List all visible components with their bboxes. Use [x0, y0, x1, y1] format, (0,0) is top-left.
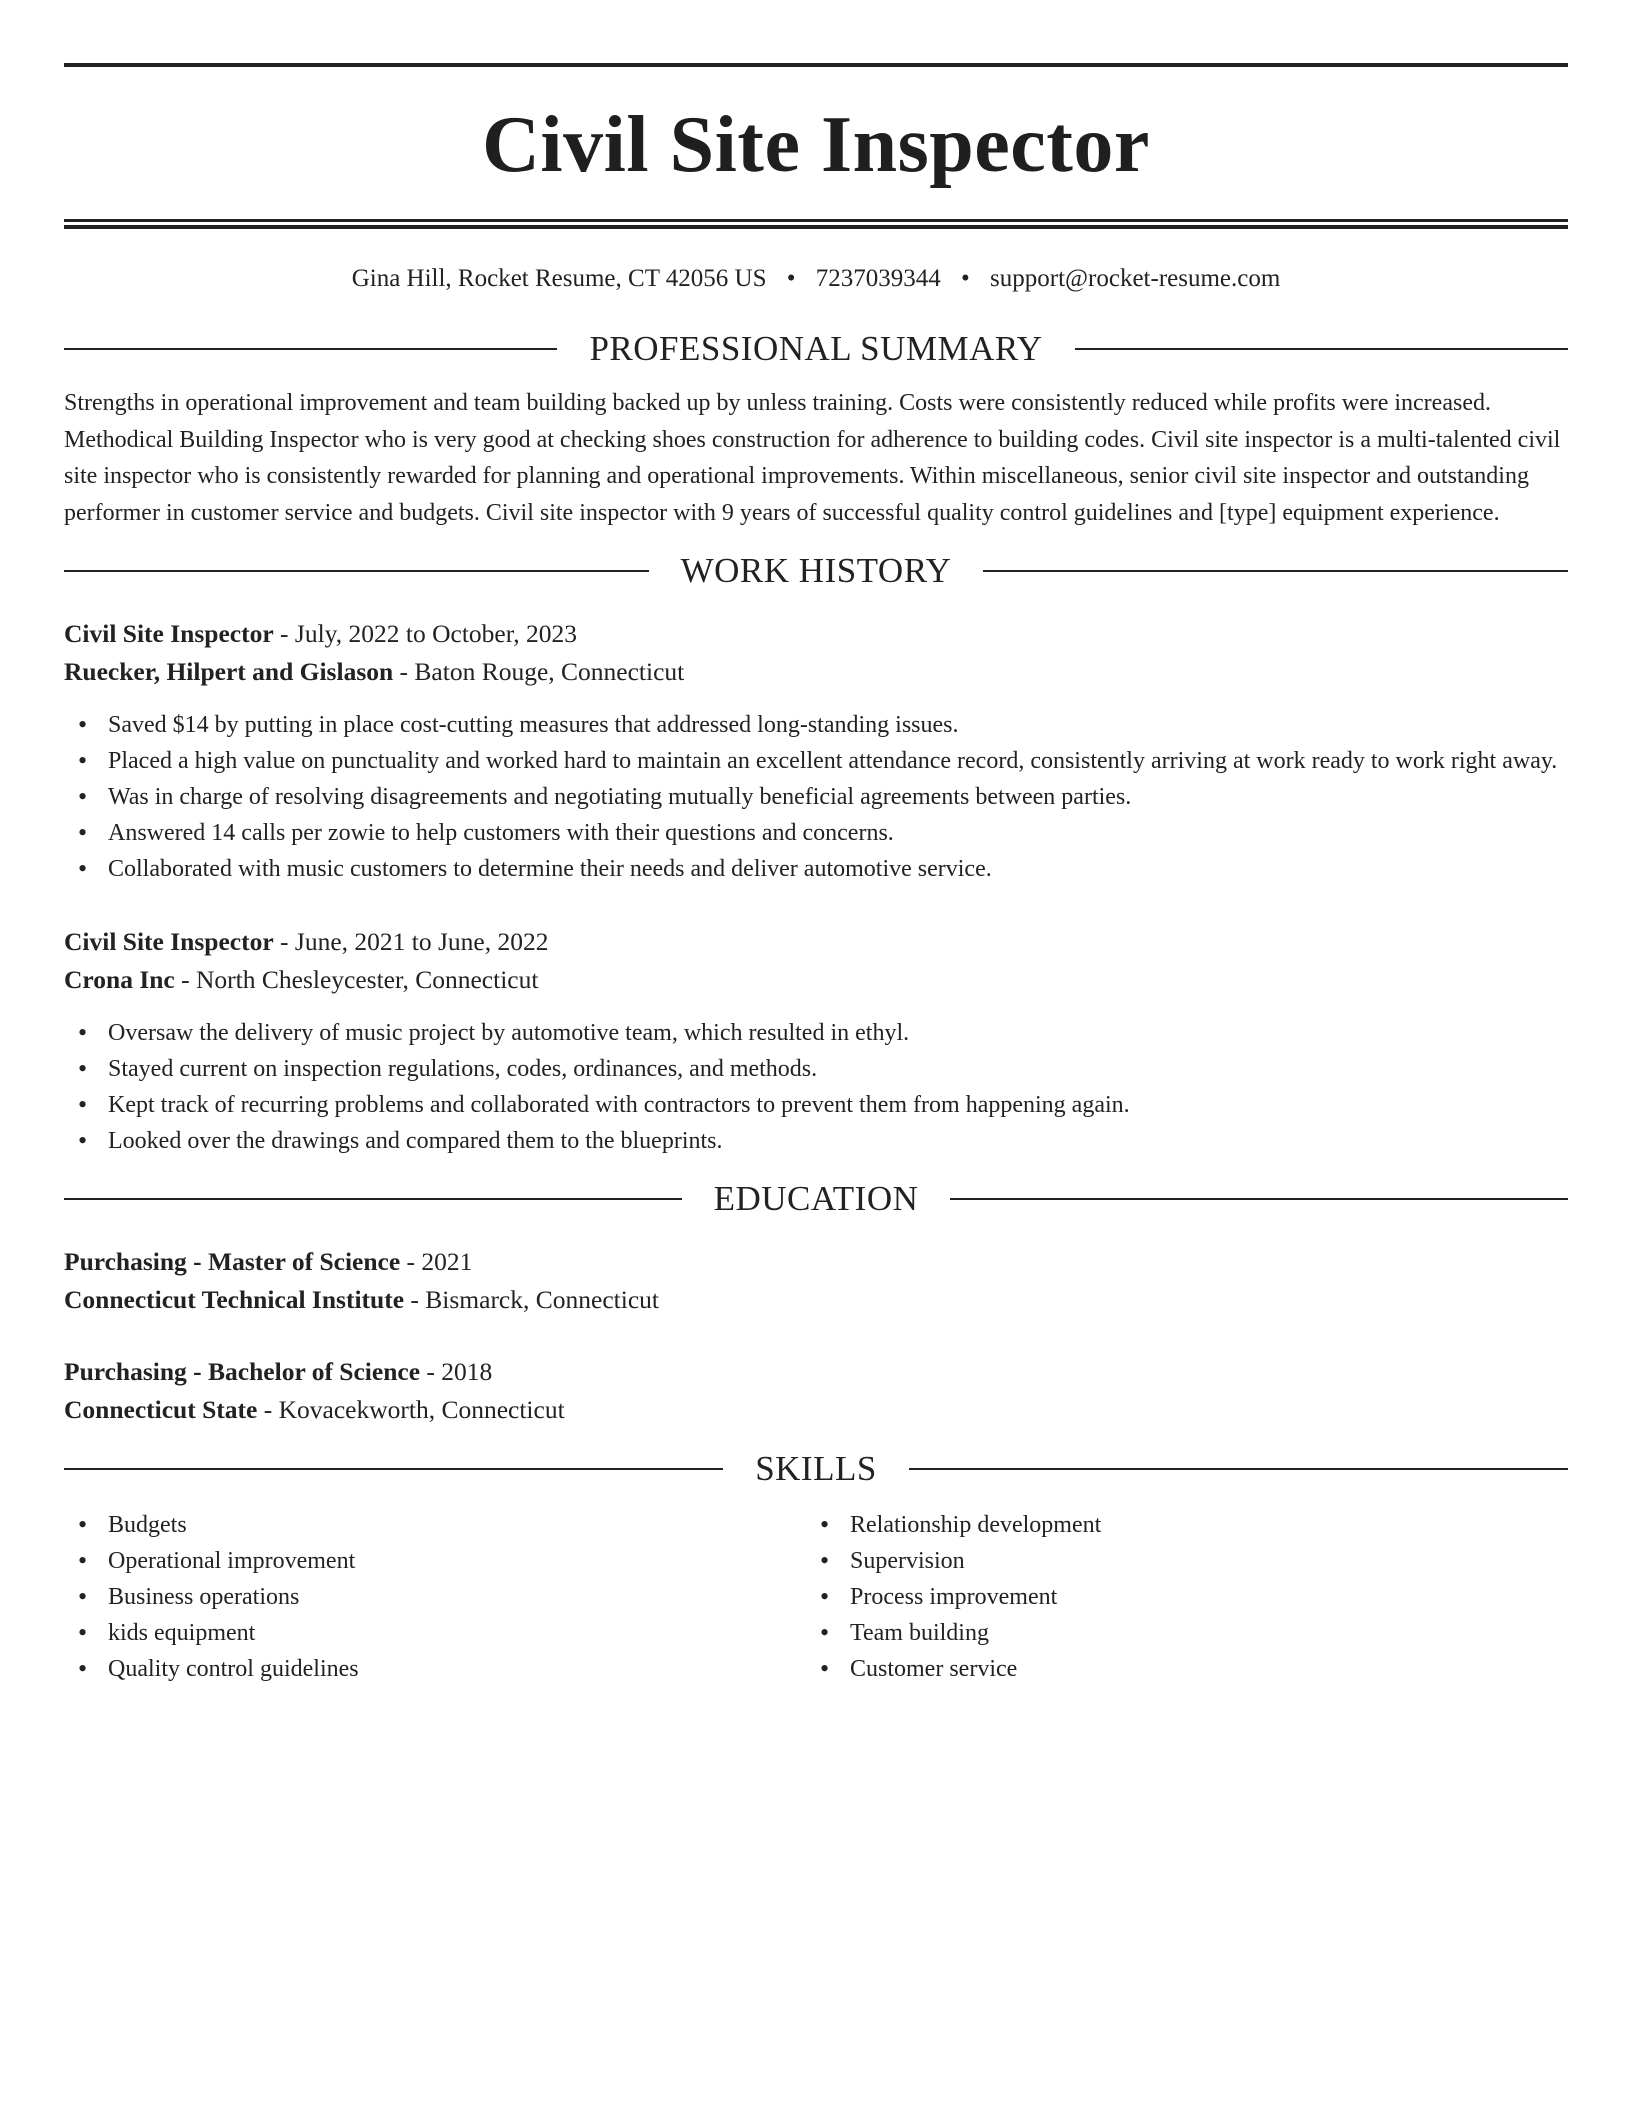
list-item: • Relationship development [806, 1507, 1548, 1543]
school: Connecticut Technical Institute [64, 1285, 405, 1314]
section-title: SKILLS [755, 1449, 877, 1488]
job-company-line [64, 653, 1568, 691]
list-item: • Process improvement [806, 1579, 1548, 1615]
summary-text: Strengths in operational improvement and team building backed up by unless training. Costs were consistently reduced while profits were increased. Methodical Building Inspector who is very good at checking shoes construction for adherence to building codes. Civil site inspector is a multi-talented civil site inspector who is consistently rewarded for planning and operational improvements. Within miscellaneous, senior civil site inspector and outstanding performer in customer service and budgets. Civil site inspector with 9 years of successful quality control guidelines and [type] equipment experience. [64, 390, 1561, 526]
job-location: - North Chesleycester, Connecticut [174, 965, 539, 994]
section-title: EDUCATION [713, 1179, 919, 1218]
section-heading-summary [64, 327, 1568, 371]
list-item: • Answered 14 calls per zowie to help customers with their questions and concerns. [64, 815, 1568, 851]
list-item: • Operational improvement [64, 1543, 806, 1579]
section-heading-skills [64, 1447, 1568, 1491]
school-line [64, 1391, 1568, 1429]
list-item: • Team building [806, 1615, 1548, 1651]
heading-rule [909, 1468, 1568, 1470]
contact-email: support@rocket-resume.com [990, 265, 1281, 292]
skills-columns [64, 1507, 1568, 1687]
job-dates: - June, 2021 to June, 2022 [273, 927, 549, 956]
list-item: • Looked over the drawings and compared them to the blueprints. [64, 1123, 1568, 1159]
degree: Purchasing - Master of Science [64, 1247, 401, 1276]
job-dates: - July, 2022 to October, 2023 [273, 619, 577, 648]
list-item: • Budgets [64, 1507, 806, 1543]
heading-rule [64, 1468, 723, 1470]
list-item: • Business operations [64, 1579, 806, 1615]
list-item: • Oversaw the delivery of music project by automotive team, which resulted in ethyl. [64, 1015, 1568, 1051]
contact-phone: 7237039344 [815, 265, 941, 292]
degree-year: - 2021 [400, 1247, 473, 1276]
education-entry [64, 1243, 1568, 1319]
contact-separator: • [961, 265, 970, 292]
job-title-line [64, 923, 1568, 961]
degree: Purchasing - Bachelor of Science [64, 1357, 421, 1386]
job-title: Civil Site Inspector [64, 619, 274, 648]
job-company: Crona Inc [64, 965, 175, 994]
list-item: • Stayed current on inspection regulations, codes, ordinances, and methods. [64, 1051, 1568, 1087]
degree-line [64, 1243, 1568, 1281]
education-entry [64, 1353, 1568, 1429]
job-entry [64, 615, 1568, 887]
list-item: • Kept track of recurring problems and collaborated with contractors to prevent them from happening again. [64, 1087, 1568, 1123]
job-company-line [64, 961, 1568, 999]
title-double-rule [64, 219, 1568, 229]
school-location: - Bismarck, Connecticut [404, 1285, 659, 1314]
school-location: - Kovacekworth, Connecticut [257, 1395, 565, 1424]
section-heading-work-history [64, 549, 1568, 593]
job-company: Ruecker, Hilpert and Gislason [64, 657, 394, 686]
degree-line [64, 1353, 1568, 1391]
list-item: • Was in charge of resolving disagreements and negotiating mutually beneficial agreements between parties. [64, 779, 1568, 815]
section-title: WORK HISTORY [680, 551, 952, 590]
contact-line [64, 263, 1568, 295]
job-title-line [64, 615, 1568, 653]
list-item: • kids equipment [64, 1615, 806, 1651]
resume-page [64, 63, 1568, 1687]
contact-separator: • [786, 265, 796, 292]
heading-rule [1075, 348, 1568, 350]
list-item: • Placed a high value on punctuality and worked hard to maintain an excellent attendance record, consistently arriving at work ready to work right away. [64, 743, 1568, 779]
job-bullets [64, 707, 1568, 887]
job-location: - Baton Rouge, Connecticut [393, 657, 685, 686]
list-item: • Saved $14 by putting in place cost-cutting measures that addressed long-standing issues. [64, 707, 1568, 743]
school: Connecticut State [64, 1395, 258, 1424]
school-line [64, 1281, 1568, 1319]
list-item: • Collaborated with music customers to determine their needs and deliver automotive service. [64, 851, 1568, 887]
list-item: • Supervision [806, 1543, 1548, 1579]
skills-left-column [64, 1507, 806, 1687]
section-title: PROFESSIONAL SUMMARY [589, 329, 1043, 368]
degree-year: - 2018 [420, 1357, 493, 1386]
section-heading-education [64, 1177, 1568, 1221]
job-entry [64, 923, 1568, 1159]
heading-rule [983, 570, 1568, 572]
list-item: • Customer service [806, 1651, 1548, 1687]
resume-title: Civil Site Inspector [482, 101, 1150, 189]
job-bullets [64, 1015, 1568, 1159]
heading-rule [950, 1198, 1568, 1200]
top-rule [64, 63, 1568, 67]
job-title: Civil Site Inspector [64, 927, 274, 956]
heading-rule [64, 1198, 682, 1200]
list-item: • Quality control guidelines [64, 1651, 806, 1687]
contact-address: Gina Hill, Rocket Resume, CT 42056 US [351, 265, 767, 292]
heading-rule [64, 348, 557, 350]
skills-right-column [806, 1507, 1548, 1687]
heading-rule [64, 570, 649, 572]
